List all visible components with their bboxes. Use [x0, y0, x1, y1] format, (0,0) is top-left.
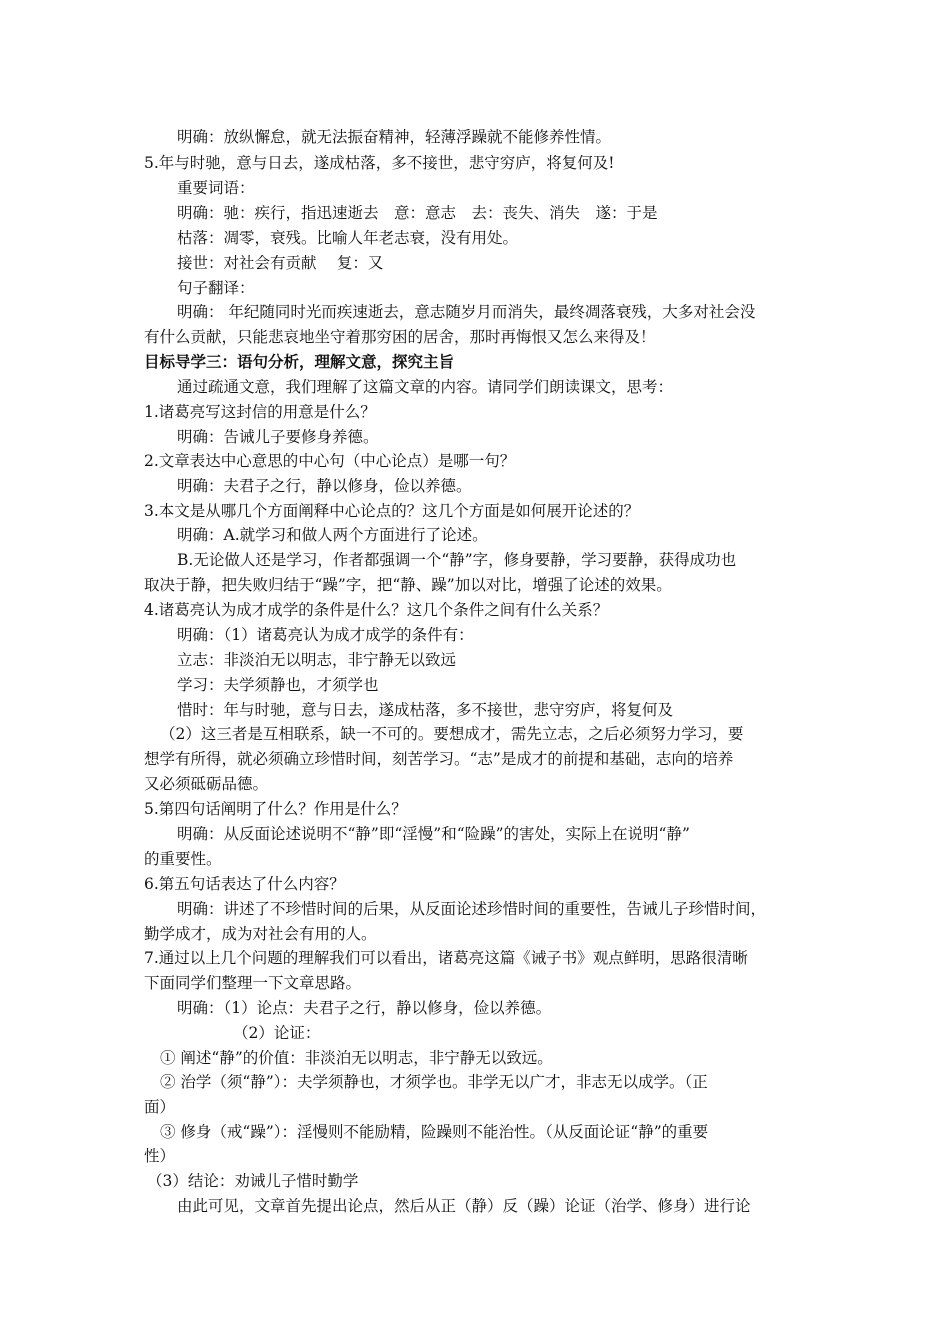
text-line: 重要词语：	[177, 179, 255, 197]
answer-line: 明确：夫君子之行，静以修身，俭以养德。	[177, 477, 472, 495]
text-line: 有什么贡献，只能悲哀地坐守着那穷困的居舍，那时再悔恨又怎么来得及！	[144, 328, 656, 346]
text-line: 枯落：凋零，衰残。比喻人年老志衰，没有用处。	[177, 229, 519, 247]
text-line: 通过疏通文意，我们理解了这篇文章的内容。请同学们朗读课文，思考：	[177, 378, 674, 396]
text-line: 的重要性。	[144, 850, 222, 868]
answer-line: 明确：从反面论述说明不“静”即“淫慢”和“险躁”的害处，实际上在说明“静”	[177, 825, 690, 843]
text-line: 惜时：年与时驰，意与日去，遂成枯落，多不接世，悲守穷庐，将复何及	[177, 701, 674, 719]
text-line: B.无论做人还是学习，作者都强调一个“静”字，修身要静，学习要静，获得成功也	[177, 551, 737, 569]
answer-line: 明确：告诫儿子要修身养德。	[177, 428, 379, 446]
text-line: 勤学成才，成为对社会有用的人。	[144, 925, 377, 943]
text-line: 5.年与时驰，意与日去，遂成枯落，多不接世，悲守穷庐，将复何及!	[144, 154, 615, 172]
text-line: （2）论证：	[233, 1024, 321, 1042]
text-line: 接世：对社会有贡献 复：又	[177, 254, 384, 272]
text-line: 性）	[144, 1147, 176, 1165]
question-line: 1.诸葛亮写这封信的用意是什么？	[144, 403, 376, 421]
text-line: 明确： 年纪随同时光而疾速逝去，意志随岁月而消失，最终凋落衰残，大多对社会没	[177, 303, 756, 321]
question-line: 7.通过以上几个问题的理解我们可以看出，诸葛亮这篇《诫子书》观点鲜明，思路很清晰	[144, 949, 748, 967]
text-line: ③ 修身（戒“躁”）：淫慢则不能励精，险躁则不能治性。（从反面论证“静”的重要	[160, 1123, 709, 1141]
answer-line: 明确：（1）诸葛亮认为成才成学的条件有：	[177, 626, 474, 644]
question-line: 3.本文是从哪几个方面阐释中心论点的？这几个方面是如何展开论述的？	[144, 502, 640, 520]
question-line: 4.诸葛亮认为成才成学的条件是什么？这几个条件之间有什么关系？	[144, 601, 609, 619]
text-line: 明确：驰：疾行，指迅速逝去 意：意志 去：丧失、消失 遂：于是	[177, 204, 658, 222]
text-line: （3）结论：劝诫儿子惜时勤学	[147, 1172, 359, 1190]
text-line: 取决于静，把失败归结于“躁”字，把“静、躁”加以对比，增强了论述的效果。	[144, 576, 672, 594]
text-line: 句子翻译：	[177, 279, 255, 297]
text-line: 下面同学们整理一下文章思路。	[144, 974, 362, 992]
text-line: 学习：夫学须静也，才须学也	[177, 676, 379, 694]
question-line: 5.第四句话阐明了什么？作用是什么？	[144, 800, 407, 818]
text-line: 明确：放纵懈怠，就无法振奋精神，轻薄浮躁就不能修养性情。	[177, 128, 612, 146]
text-line: 又必须砥砺品德。	[144, 775, 269, 793]
text-line: ② 治学（须“静”）：夫学须静也，才须学也。非学无以广才，非志无以成学。（正	[160, 1073, 708, 1091]
answer-line: 明确：讲述了不珍惜时间的后果，从反面论述珍惜时间的重要性，告诫儿子珍惜时间，	[177, 900, 767, 918]
question-line: 2.文章表达中心意思的中心句（中心论点）是哪一句？	[144, 452, 516, 470]
text-line: 立志：非淡泊无以明志，非宁静无以致远	[177, 651, 457, 669]
text-line: ① 阐述“静”的价值：非淡泊无以明志，非宁静无以致远。	[160, 1049, 553, 1067]
answer-line: 明确：A.就学习和做人两个方面进行了论述。	[177, 526, 488, 544]
text-line: （2）这三者是互相联系，缺一不可的。要想成才，需先立志，之后必须努力学习，要	[160, 725, 744, 743]
text-line: 想学有所得，就必须确立珍惜时间，刻苦学习。“志”是成才的前提和基础，志向的培养	[144, 750, 734, 768]
section-heading: 目标导学三：语句分析，理解文意，探究主旨	[144, 352, 455, 371]
text-line: 面）	[144, 1098, 176, 1116]
text-line: 由此可见，文章首先提出论点，然后从正（静）反（躁）论证（治学、修身）进行论	[177, 1197, 751, 1215]
answer-line: 明确：（1）论点：夫君子之行，静以修身，俭以养德。	[177, 999, 552, 1017]
question-line: 6.第五句话表达了什么内容？	[144, 875, 345, 893]
